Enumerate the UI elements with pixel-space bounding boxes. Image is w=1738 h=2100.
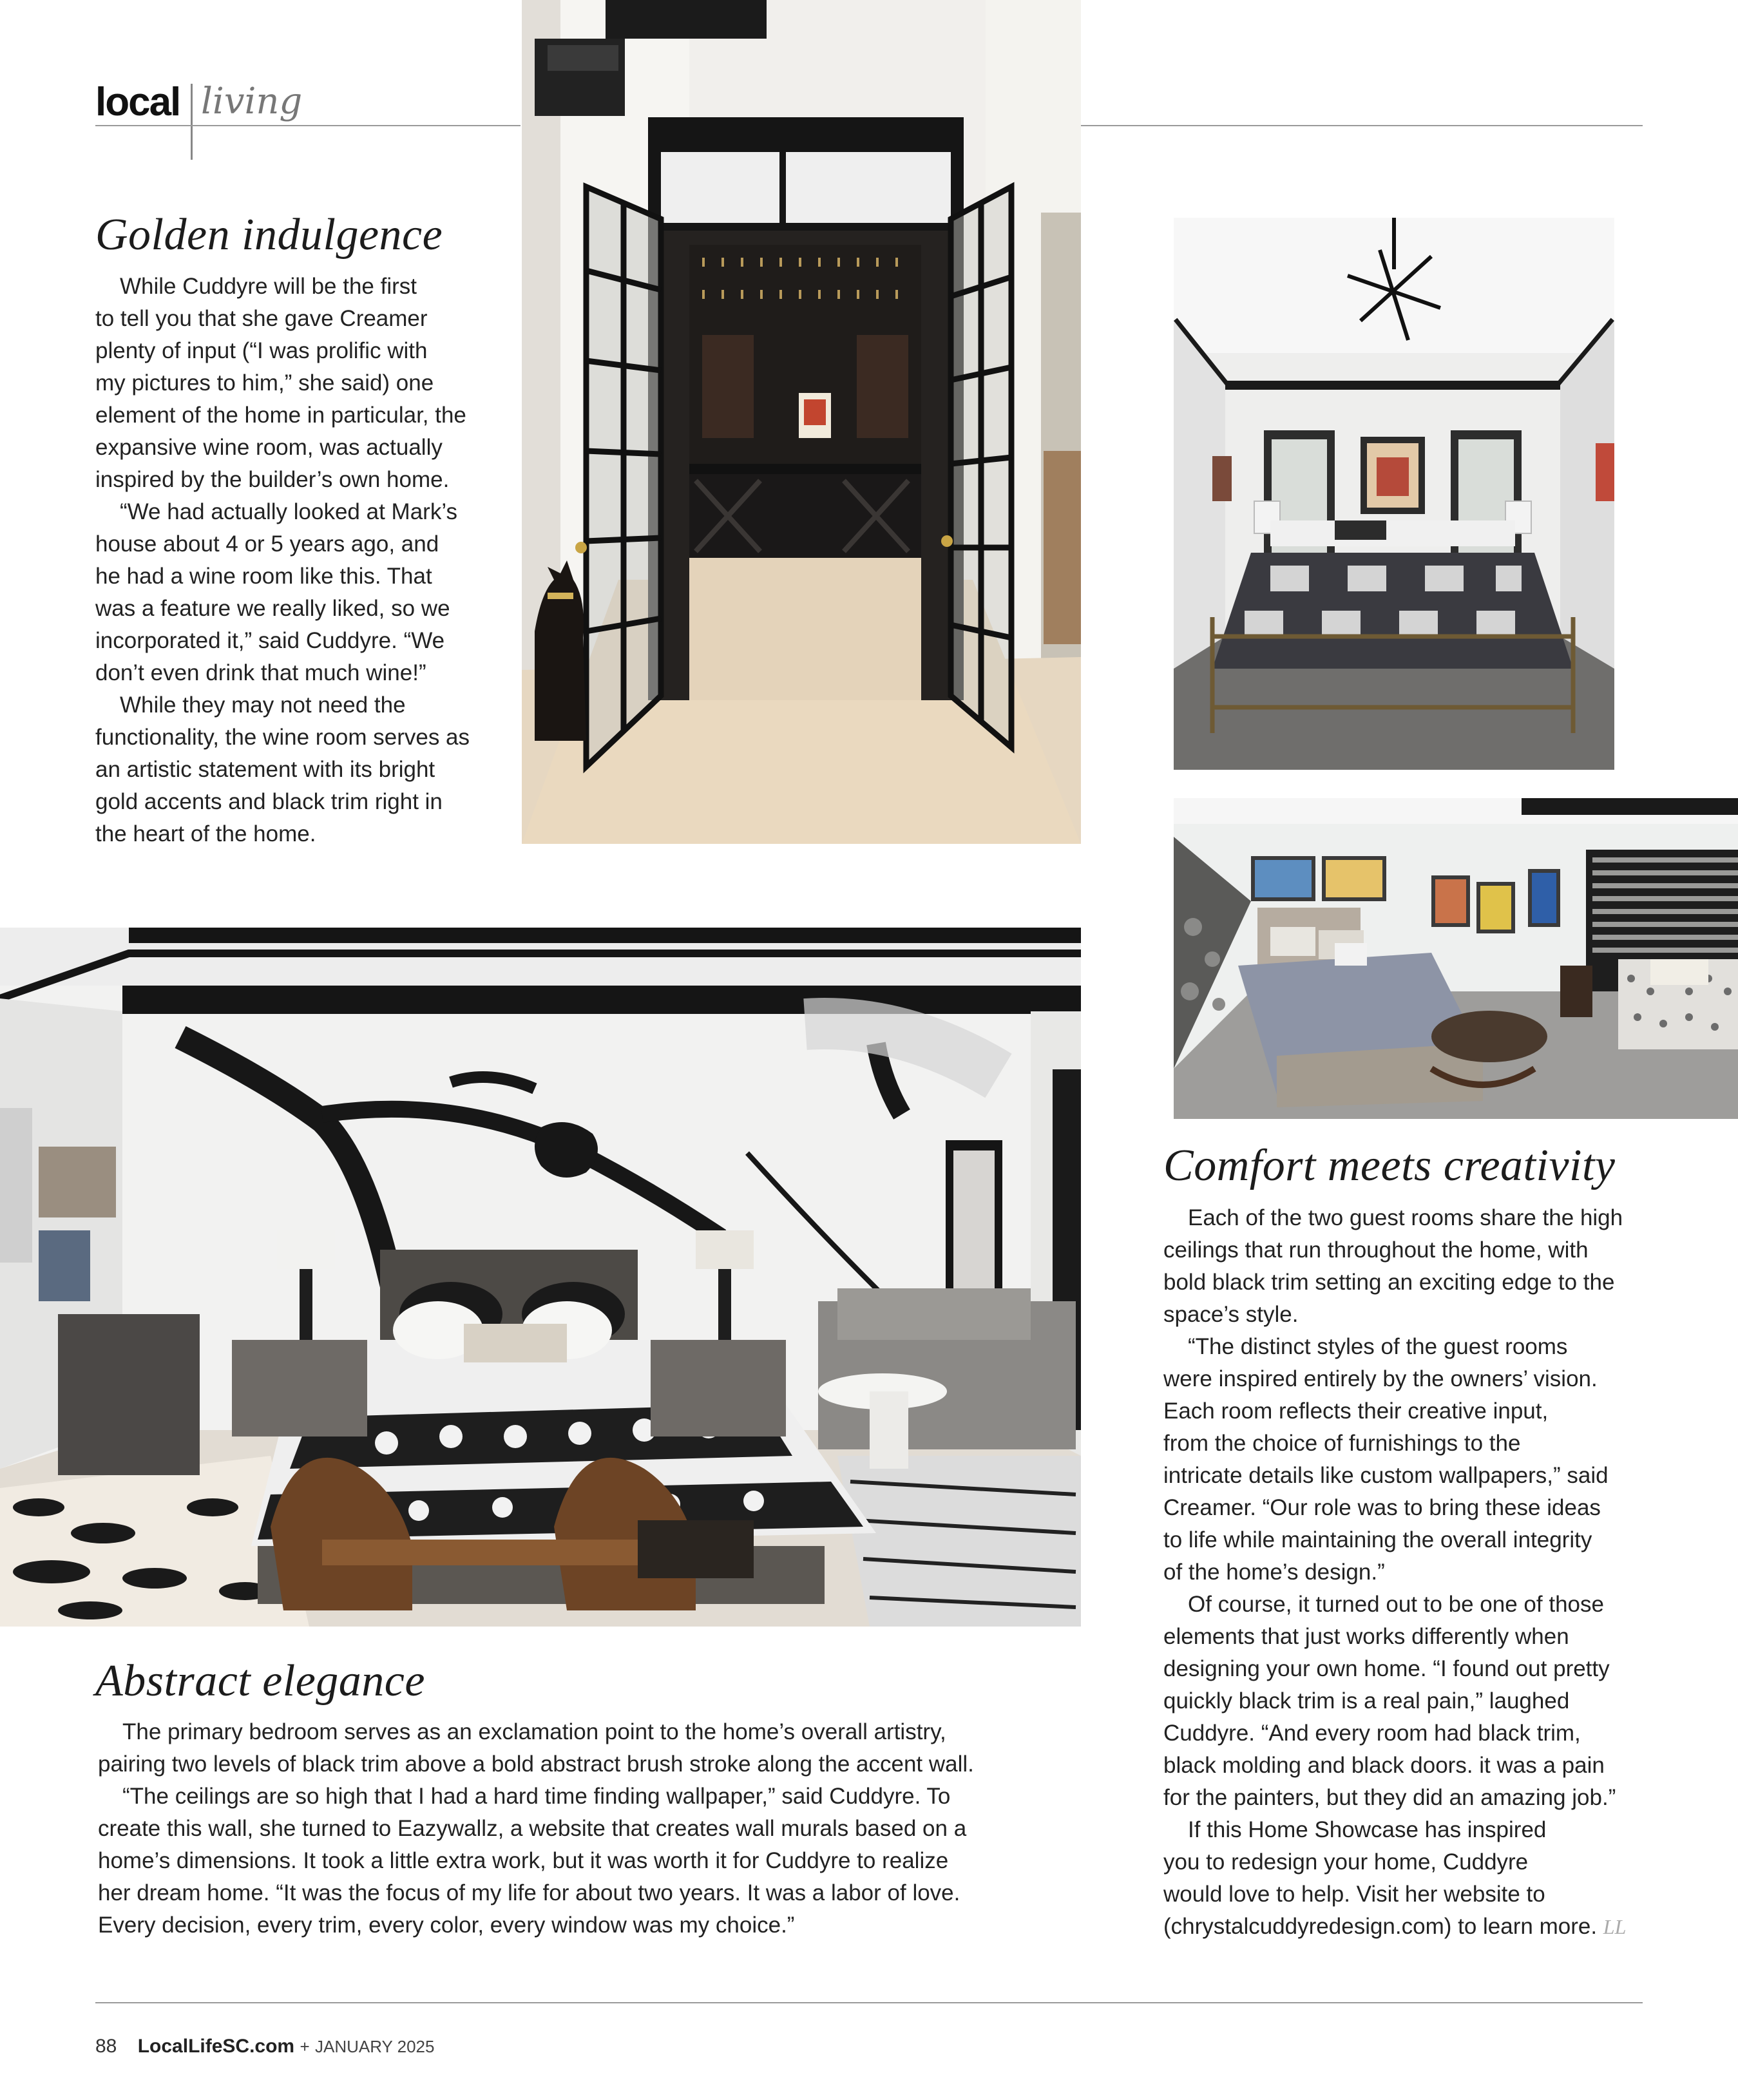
text-line: functionality, the wine room serves as bbox=[95, 725, 470, 750]
text-line: The primary bedroom serves as an exclamation point to the home’s overall artistry, bbox=[122, 1719, 946, 1744]
end-mark: LL bbox=[1603, 1915, 1627, 1938]
article-golden-indulgence bbox=[95, 271, 508, 850]
text-line: designing your own home. “I found out pretty bbox=[1163, 1656, 1610, 1681]
heading-golden-indulgence: Golden indulgence bbox=[95, 210, 443, 260]
text-line: Each of the two guest rooms share the high bbox=[1188, 1205, 1623, 1230]
text-line: gold accents and black trim right in bbox=[95, 789, 443, 814]
heading-comfort-meets-creativity: Comfort meets creativity bbox=[1163, 1141, 1616, 1190]
text-line: was a feature we really liked, so we bbox=[95, 596, 450, 621]
brand-divider bbox=[191, 84, 193, 160]
heading-abstract-elegance: Abstract elegance bbox=[95, 1656, 425, 1706]
text-line: intricate details like custom wallpapers,” said bbox=[1163, 1463, 1609, 1488]
text-line: of the home’s design.” bbox=[1163, 1560, 1385, 1585]
article-comfort-meets-creativity bbox=[1163, 1202, 1653, 1943]
text-line: to tell you that she gave Creamer bbox=[95, 306, 428, 331]
article-abstract-elegance bbox=[98, 1716, 1084, 1942]
photo-primary-bedroom bbox=[0, 928, 1081, 1627]
photo-guest-room-one bbox=[1174, 218, 1614, 770]
text-line: would love to help. Visit her website to bbox=[1163, 1882, 1545, 1907]
text-line: don’t even drink that much wine!” bbox=[95, 660, 426, 685]
text-line: my pictures to him,” she said) one bbox=[95, 370, 434, 396]
top-rule-right bbox=[1081, 125, 1643, 126]
text-line: black molding and black doors. it was a pain bbox=[1163, 1753, 1605, 1778]
text-line: to life while maintaining the overall integrity bbox=[1163, 1527, 1592, 1552]
text-line: “We had actually looked at Mark’s bbox=[120, 499, 457, 524]
text-line: an artistic statement with its bright bbox=[95, 757, 435, 782]
text-line: plenty of input (“I was prolific with bbox=[95, 338, 428, 363]
text-line: “The ceilings are so high that I had a hard time finding wallpaper,” said Cuddyre. To bbox=[122, 1784, 951, 1809]
text-line: were inspired entirely by the owners’ vision. bbox=[1163, 1366, 1598, 1391]
text-line: create this wall, she turned to Eazywallz, a website that creates wall murals based on a bbox=[98, 1816, 967, 1841]
text-line: ceilings that run throughout the home, with bbox=[1163, 1237, 1589, 1263]
footer-rule bbox=[95, 2002, 1643, 2003]
text-line: space’s style. bbox=[1163, 1302, 1299, 1327]
footer-separator: + bbox=[300, 2037, 310, 2056]
text-line: you to redesign your home, Cuddyre bbox=[1163, 1849, 1529, 1875]
footer-site-link[interactable]: LocalLifeSC.com bbox=[137, 2036, 295, 2057]
text-line: elements that just works differently when bbox=[1163, 1624, 1569, 1649]
photo-wine-room bbox=[522, 0, 1081, 844]
text-line: While Cuddyre will be the first bbox=[120, 274, 417, 299]
text-line: While they may not need the bbox=[120, 692, 406, 718]
footer bbox=[95, 2037, 434, 2056]
text-line: quickly black trim is a real pain,” laughed bbox=[1163, 1688, 1570, 1713]
page-number: 88 bbox=[95, 2036, 117, 2057]
text-line: incorporated it,” said Cuddyre. “We bbox=[95, 628, 445, 653]
footer-issue-date: JANUARY 2025 bbox=[314, 2037, 435, 2056]
photo-guest-room-two bbox=[1174, 798, 1738, 1119]
text-line: the heart of the home. bbox=[95, 821, 316, 846]
text-line: bold black trim setting an exciting edge to the bbox=[1163, 1270, 1615, 1295]
text-line: Every decision, every trim, every color, every window was my choice.” bbox=[98, 1913, 795, 1938]
text-line: he had a wine room like this. That bbox=[95, 564, 432, 589]
top-rule-left bbox=[95, 125, 520, 126]
text-line: element of the home in particular, the bbox=[95, 403, 466, 428]
text-line: Cuddyre. “And every room had black trim, bbox=[1163, 1721, 1581, 1746]
text-line: expansive wine room, was actually bbox=[95, 435, 443, 460]
brand-logo: local bbox=[95, 80, 180, 124]
text-line-content: (chrystalcuddyredesign.com) to learn more. bbox=[1163, 1914, 1598, 1939]
text-line: “The distinct styles of the guest rooms bbox=[1188, 1334, 1568, 1359]
text-line: home’s dimensions. It took a little extra work, but it was worth it for Cuddyre to realize bbox=[98, 1848, 949, 1873]
text-line: house about 4 or 5 years ago, and bbox=[95, 531, 439, 557]
text-line: from the choice of furnishings to the bbox=[1163, 1431, 1521, 1456]
text-line: If this Home Showcase has inspired bbox=[1188, 1817, 1547, 1842]
text-line: for the painters, but they did an amazing job.” bbox=[1163, 1785, 1616, 1810]
text-line: pairing two levels of black trim above a bold abstract brush stroke along the accent wall. bbox=[98, 1752, 974, 1777]
text-line bbox=[1163, 1911, 1653, 1943]
text-line: inspired by the builder’s own home. bbox=[95, 467, 450, 492]
text-line: Of course, it turned out to be one of those bbox=[1188, 1592, 1604, 1617]
text-line: Each room reflects their creative input, bbox=[1163, 1398, 1549, 1424]
text-line: Creamer. “Our role was to bring these ideas bbox=[1163, 1495, 1601, 1520]
text-line: her dream home. “It was the focus of my life for about two years. It was a labor of love. bbox=[98, 1880, 960, 1905]
section-label: living bbox=[201, 81, 303, 122]
